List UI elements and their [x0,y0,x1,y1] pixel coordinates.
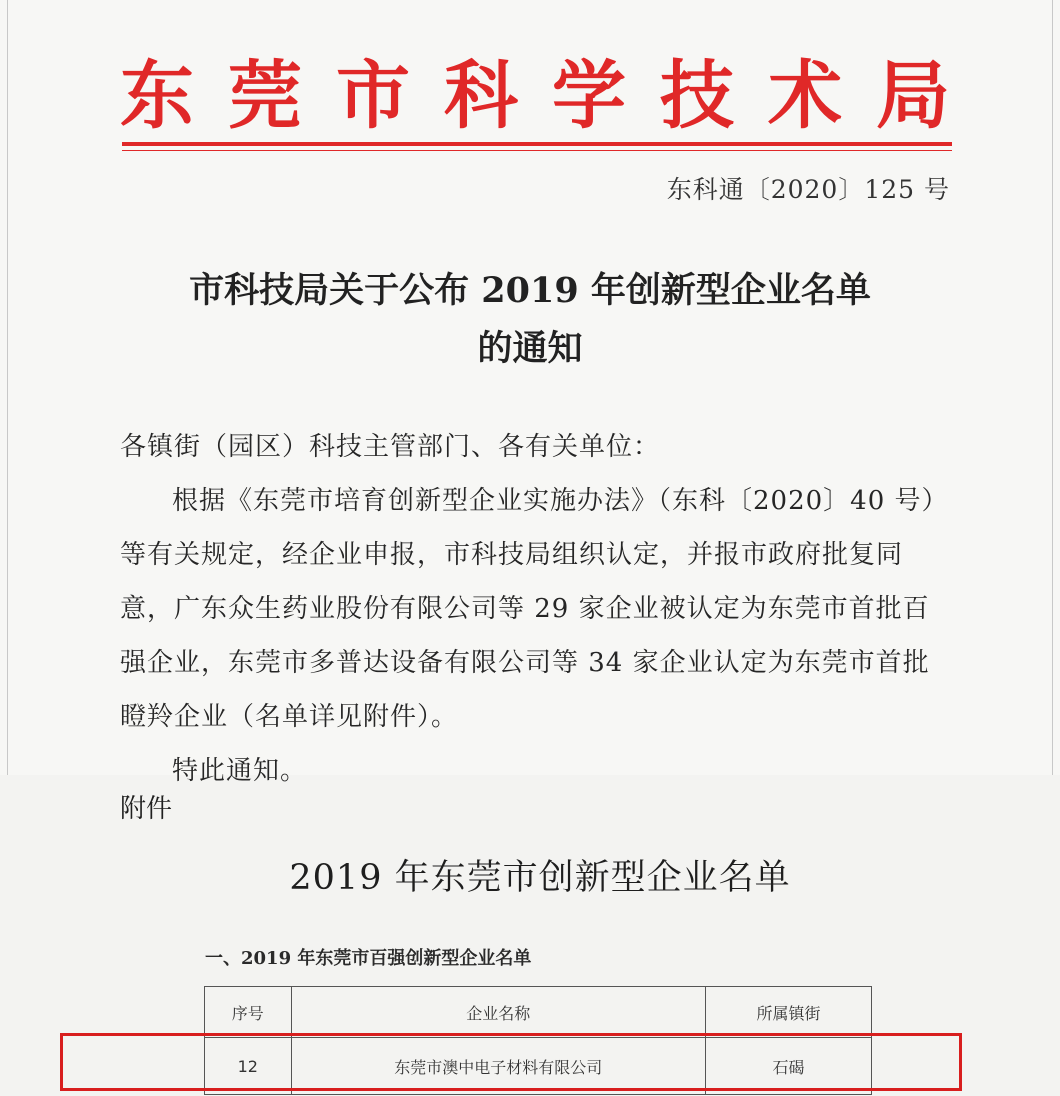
letterhead-rule-thin [122,150,952,151]
notice-title-line2: 的通知 [477,328,583,369]
highlight-box [60,1033,962,1091]
header-town: 所属镇街 [705,987,871,1038]
salutation: 各镇街（园区）科技主管部门、各有关单位： [120,432,661,462]
page-edge-right [1052,0,1053,775]
cell-company-name: 东莞市澳中电子材料有限公司 [291,1038,705,1095]
letterhead-char: 东 [120,53,194,139]
letterhead-char: 市 [336,53,410,139]
letterhead-char: 莞 [228,53,302,139]
table-header-row [205,987,872,1038]
letterhead-title [120,40,950,140]
letterhead-char: 术 [768,53,842,139]
notice-body [120,420,950,798]
enterprise-list-title: 2019 年东莞市创新型企业名单 [289,858,791,898]
letterhead-char: 学 [552,53,626,139]
letterhead-char: 技 [660,53,734,139]
document-number: 东科通〔2020〕125 号 [666,175,950,204]
main-paragraph: 根据《东莞市培育创新型企业实施办法》（东科〔2020〕40 号）等有关规定，经企业申报，市科技局组织认定，并报市政府批复同意，广东众生药业股份有限公司等 29 家企业被认定为东莞市首批百强企业，东莞市多普达设备有限公司等 34 家企业认定为东莞市首批瞪羚企业（名单详见附件）。 [120,486,949,732]
notice-title [90,262,970,378]
letterhead-char: 科 [444,53,518,139]
cell-serial-no: 12 [205,1038,292,1095]
notice-title-line1: 市科技局关于公布 2019 年创新型企业名单 [189,270,871,311]
header-company-name: 企业名称 [291,987,705,1038]
section-heading: 一、2019 年东莞市百强创新型企业名单 [205,948,532,969]
page-edge-left [7,0,8,775]
cell-town: 石碣 [705,1038,871,1095]
letterhead-rule-thick [122,142,952,146]
letterhead-char: 局 [876,53,950,139]
attachment-label: 附件 [120,794,173,824]
closing-text: 特此通知。 [172,756,308,786]
header-serial-no: 序号 [205,987,292,1038]
